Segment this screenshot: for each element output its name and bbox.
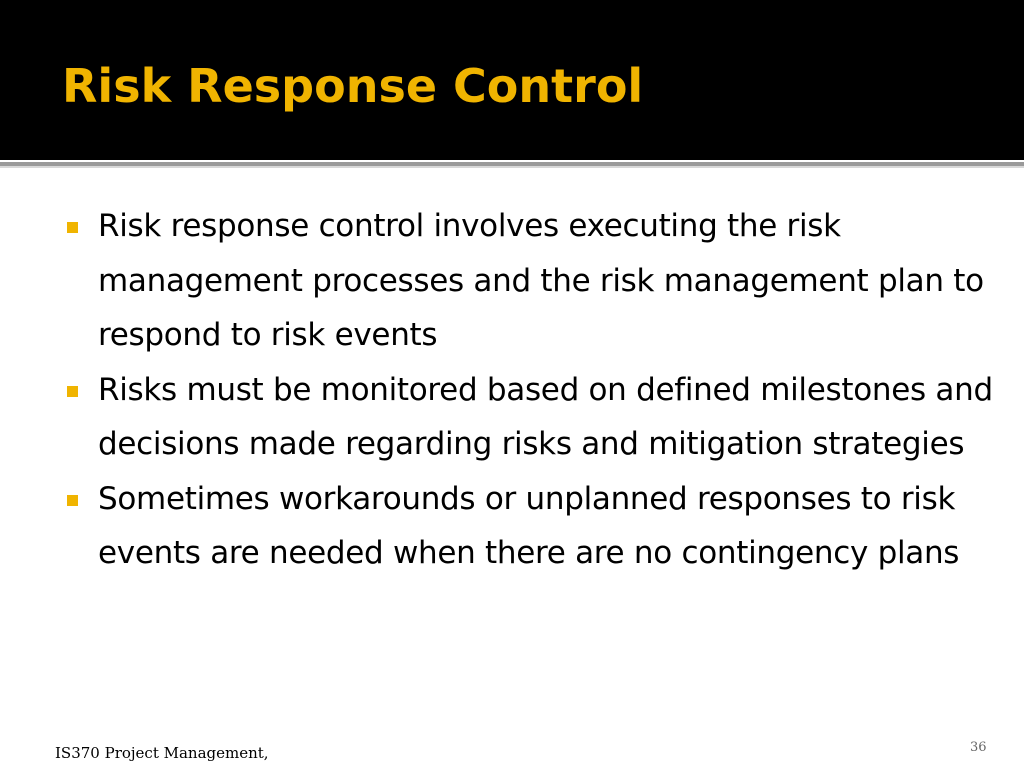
bullet-item: [0, 472, 1008, 581]
bullet-text: Risk response control involves executing the risk management processes and the risk management plan to respond to risk events: [98, 208, 984, 353]
square-bullet-icon: [67, 495, 78, 506]
bullet-text: Sometimes workarounds or unplanned responses to risk events are needed when there are no contingency plans: [98, 480, 960, 571]
title-bar: [0, 0, 1024, 160]
footer-course-text: IS370 Project Management,: [55, 744, 269, 762]
bullet-item: [0, 363, 1008, 472]
square-bullet-icon: [67, 386, 78, 397]
bullet-text: Risks must be monitored based on defined milestones and decisions made regarding risks and mitigation strategies: [98, 371, 993, 462]
square-bullet-icon: [67, 222, 78, 233]
slide-title: Risk Response Control: [62, 59, 644, 113]
bullet-item: [0, 199, 1008, 363]
page-number: 36: [970, 740, 987, 755]
title-divider-highlight: [0, 166, 1024, 168]
bullet-list: [0, 199, 1024, 581]
